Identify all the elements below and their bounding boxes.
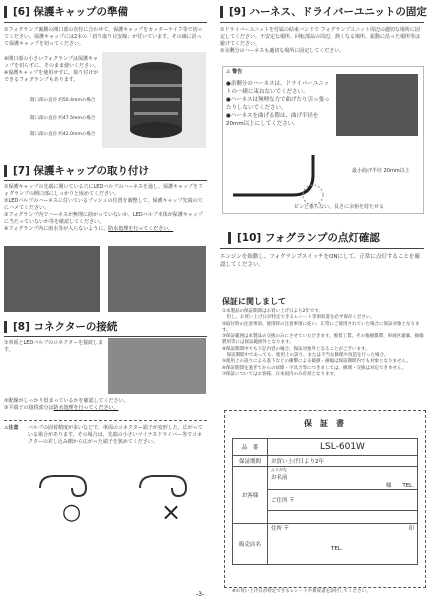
customer-name-field[interactable]: [268, 467, 418, 490]
warranty-line-9: ⑦保証についてはお客様、日本国内のみ有効となります。: [222, 371, 339, 377]
page-number: -3-: [196, 591, 205, 598]
section-8-text-2: [4, 398, 207, 412]
customer-address-extra[interactable]: [268, 511, 418, 524]
section-9-line-2: ②余剰分のハーネスも適切な場所に固定してください。: [220, 48, 345, 54]
store-tel-label: TEL.: [331, 546, 343, 552]
protective-cap-illustration: [102, 52, 206, 148]
store-field[interactable]: [268, 524, 418, 565]
warranty-line-4: ③保証範囲は本製品の交換のみにさせていただきます。脱着工賃、その他補償費、車両区違価、損傷費用等には保証範囲外となります。: [222, 334, 424, 346]
section-8-text-1: [4, 340, 104, 354]
section-7-line-1: ①保護キャップの先端に開いている穴にLEDバルブのハーネスを通し、保護キャップをフォグランプの開口部にしっかりと嵌めてください。: [4, 184, 204, 197]
store-address-label: 住所 〒: [271, 526, 290, 532]
section-6-rule: [4, 22, 207, 23]
cut-label-3: 開口部の直径 約42.0mmの場合: [30, 132, 96, 137]
warranty-card-title: 保 証 書: [304, 419, 344, 428]
note-divider: [4, 420, 207, 421]
warranty-line-6: 保証期間中であっても、使用上の誤り、または不当な修理や改造を行った場合。: [222, 353, 389, 359]
warranty-line-8: ⑥保証期間を過ぎてからの故障・不具合等につきましては、修理・交換は対応できません。: [222, 365, 407, 371]
protective-cap-photo: [102, 52, 206, 148]
period-value: お買い上げ日より2年: [268, 456, 418, 467]
warning-line-2: ●ハーネスは無理な力で曲げたり引っ張ったりしないでください。: [226, 97, 330, 111]
product-label: 品 番: [233, 439, 268, 456]
bend-radius-diagram: [228, 150, 348, 208]
warranty-table: [232, 438, 418, 565]
warranty-line-2: 但し、お買い上げ日が特定できるレシート等領収書を必ず保存ください。: [222, 315, 375, 321]
warranty-title: 保証に関しまして: [222, 297, 286, 306]
section-7-title: [7] 保護キャップの取り付け: [4, 165, 149, 177]
ng-mark: ×: [161, 498, 182, 526]
section-10-text: エンジンを始動し、フォグランプスイッチをONにして、正常に点灯することを確認してください。: [220, 254, 420, 268]
section-6-title: [6] 保護キャップの準備: [4, 6, 128, 18]
section-9-text: [220, 27, 424, 55]
section-9-line-1: ①ドライバーユニットを付属の結束バンドで フォグランプユニット周辺の適切な場所に固定してください。不安定な場所、回転部品の周辺、熱くなる場所、振動に沿った場所等は避けてください。: [220, 27, 421, 47]
section-7-line-3: ③フォグランプ内でハーネスが無理に曲がっていないか、LEDバルブ本体が保護キャップに当たっていないか等を確認してください。: [4, 212, 203, 225]
section-9-title: [9] ハーネス、ドライバーユニットの固定: [220, 6, 427, 18]
store-label: 販売店名: [233, 524, 268, 565]
warning-line-1: ●余剰分のハーネスは、ドライバーユニットの一緒に束ねないでください。: [226, 81, 330, 95]
section-6-line-3: ※保護キャップを使用せずに、取り付けができるフォグランプもあります。: [4, 70, 99, 83]
section-7-line-2: ②LEDバルブのハーネスに付いているブッシュの位置を調整して、保護キャップ先端の穴にハメてください。: [4, 198, 203, 211]
connector-photo: [108, 338, 206, 394]
warranty-line-5: ④保証期間中でも下記内容の場合、保証対象外となることがございます。: [222, 346, 370, 352]
note-text: バルブの固着精度が多いなどで、車両のコネクター端子が変形した、広がっている場合があります。その場合は、先端の小さいマイナスドライバー等でコネクターの差し込み側から広がった端子を狭めてください。: [28, 425, 203, 445]
warranty-line-1: ①本製品の保証期間はお買い上げ日より2年です。: [222, 309, 324, 314]
section-8-title: [8] コネクターの接続: [4, 321, 117, 333]
section-7-rule: [4, 180, 207, 181]
cap-install-photo-2: [108, 246, 206, 312]
furigana-label: ふりがな: [271, 467, 287, 472]
product-code: LSL-601W: [268, 439, 418, 456]
note-label: ⚠注意: [4, 425, 19, 431]
section-10-title: [10] フォグランプの点灯確認: [228, 232, 380, 244]
warranty-text: [222, 309, 424, 378]
bend-radius-label: 最小曲げ半径 20mm以上: [352, 168, 410, 174]
warning-line-3: ●ハーネスを曲げる際は、曲げ半径を20mm以上にしてください。: [226, 113, 319, 127]
seal-label: 印: [408, 526, 414, 532]
section-8-line-1: ①車両とLEDバルブのコネクターを接続します。: [4, 340, 104, 353]
period-label: 保証期間: [233, 456, 268, 467]
warranty-line-3: ②取付時の注意事項、使用時の注意事項に従い、正常にご使用されていた場合に保証対象となります。: [222, 321, 420, 333]
section-8-line-3: ③平端子の接続部分は防水処理を行ってください。: [4, 405, 119, 411]
section-7-line-4: ④フォグランプ内に雨水等が入らないように、防水処理を行ってください。: [4, 226, 174, 232]
section-8-line-2: ②配線がしっかり留まっているかを確認してください。: [4, 398, 129, 404]
section-8-rule: [4, 336, 207, 337]
customer-address-field[interactable]: ご住所 〒: [268, 490, 418, 511]
slack-label: ピンと張らない、長さに余裕を持たせる: [294, 204, 385, 210]
section-6-line-1: ①フォグランプ裏側の開口部の直径に合わせて、保護キャップをカッターナイフ等で切ってください。保護キャップには2本の「切り取り目安線」が付いています。その線に沿って保護キャップを切ってください。: [4, 27, 203, 47]
section-6-text: [4, 27, 204, 48]
warranty-footnote: ※お買い上げ日が特定できるレシートや領収書を添付してください。: [232, 589, 371, 594]
cut-label-2: 開口部の直径 約47.5mmの場合: [30, 116, 96, 121]
warranty-line-7: ⑤使用上の誤りによる落下などの衝撃による破損・損傷は保証期間内でも対象となりません。: [222, 359, 411, 365]
customer-tel-label: TEL.: [402, 483, 414, 489]
sama-label: 様: [385, 483, 392, 489]
section-7-text: [4, 184, 207, 233]
section-6-notes: [4, 56, 100, 84]
customer-label: お客様: [233, 467, 268, 524]
section-6-line-2: ※開口部の小さいフォグランプは保護キャップを切らずに、そのまま使いください。: [4, 56, 100, 69]
warning-text: [226, 80, 332, 128]
section-9-rule: [220, 22, 424, 23]
driver-unit-photo: [336, 74, 418, 136]
cut-label-1: 開口部の直径 約50.4mmの場合: [30, 98, 96, 103]
warning-label: ⚠ 警告: [226, 69, 243, 75]
name-label: お名前: [271, 475, 288, 481]
ok-mark: ○: [62, 500, 82, 525]
section-10-rule: [220, 248, 424, 249]
cap-install-photo-1: [4, 246, 100, 312]
